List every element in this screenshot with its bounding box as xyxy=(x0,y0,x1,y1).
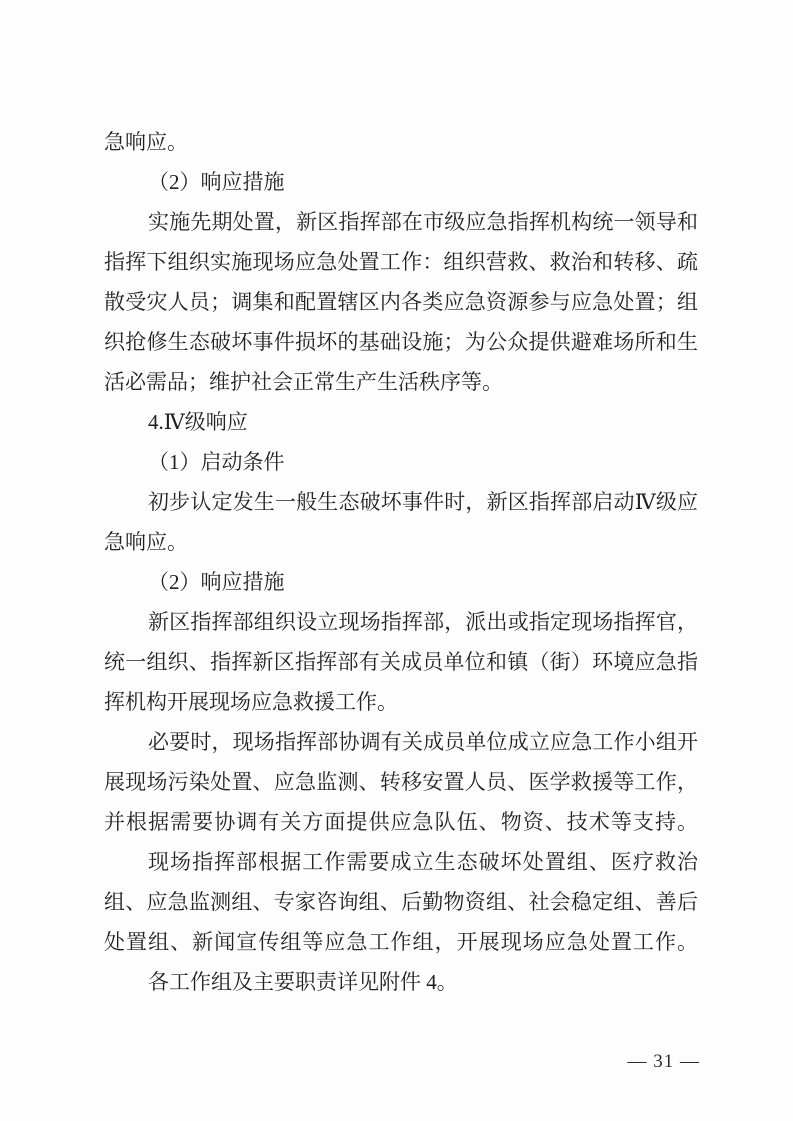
text-line: 织抢修生态破坏事件损坏的基础设施；为公众提供避难场所和生 xyxy=(104,330,698,354)
text-line: 初步认定发生一般生态破坏事件时，新区指挥部启动Ⅳ级应 xyxy=(148,490,698,514)
text-line: 实施先期处置，新区指挥部在市级应急指挥机构统一领导和 xyxy=(148,210,698,234)
text-line: 统一组织、指挥新区指挥部有关成员单位和镇（街）环境应急指 xyxy=(104,650,698,674)
text-line: 现场指挥部根据工作需要成立生态破坏处置组、医疗救治 xyxy=(148,850,698,874)
text-line: 各工作组及主要职责详见附件 4。 xyxy=(148,970,458,994)
text-line: 必要时，现场指挥部协调有关成员单位成立应急工作小组开 xyxy=(148,730,698,754)
text-line: 展现场污染处置、应急监测、转移安置人员、医学救援等工作， xyxy=(104,770,698,794)
text-line: 并根据需要协调有关方面提供应急队伍、物资、技术等支持。 xyxy=(104,810,698,834)
text-line: 急响应。 xyxy=(104,530,188,554)
text-line: 新区指挥部组织设立现场指挥部，派出或指定现场指挥官， xyxy=(148,610,698,634)
text-line: 活必需品；维护社会正常生产生活秩序等。 xyxy=(104,370,503,394)
text-line: 指挥下组织实施现场应急处置工作：组织营救、救治和转移、疏 xyxy=(104,250,698,274)
text-line: 挥机构开展现场应急救援工作。 xyxy=(104,690,398,714)
text-line: 急响应。 xyxy=(104,130,188,154)
text-line: （2）响应措施 xyxy=(148,170,285,194)
page-number: — 31 — xyxy=(627,1051,700,1072)
text-line: （1）启动条件 xyxy=(148,450,285,474)
text-line: 散受灾人员；调集和配置辖区内各类应急资源参与应急处置；组 xyxy=(104,290,698,314)
text-line: 组、应急监测组、专家咨询组、后勤物资组、社会稳定组、善后 xyxy=(104,890,698,914)
text-line: （2）响应措施 xyxy=(148,570,285,594)
text-line: 处置组、新闻宣传组等应急工作组，开展现场应急处置工作。 xyxy=(104,930,698,954)
text-line: 4.Ⅳ级响应 xyxy=(148,410,248,434)
document-body xyxy=(104,122,698,1002)
